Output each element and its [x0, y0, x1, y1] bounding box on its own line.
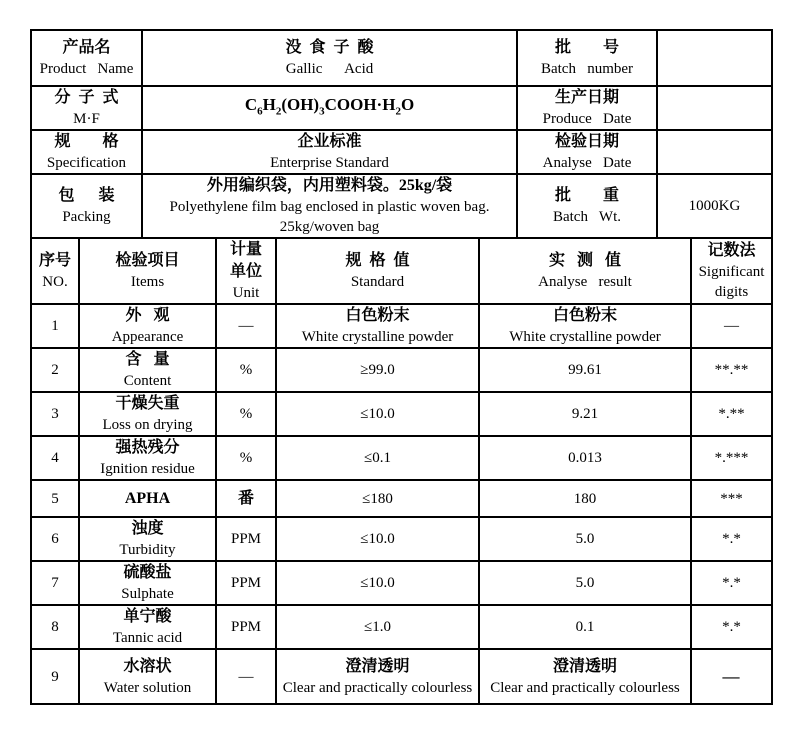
row2-result: 99.61 [479, 348, 691, 392]
header-no-zh: 序号 [38, 252, 71, 269]
header-sig-en2: digits [714, 284, 749, 300]
certificate-sheet [30, 29, 773, 705]
analyse-date-label-en: Analyse Date [542, 155, 632, 171]
analysis-header-row [31, 238, 772, 304]
row5-no: 5 [31, 480, 79, 517]
row-specification [31, 130, 772, 174]
produce-date-value-cell [657, 86, 772, 130]
analyse-date-label-zh: 检验日期 [554, 133, 619, 150]
specification-value-zh: 企业标准 [297, 133, 362, 150]
product-name-label-zh: 产品名 [62, 39, 111, 56]
row2-item: 含 量 Content [79, 348, 216, 392]
batch-number-label-cell [517, 30, 657, 86]
row5-item: APHA [79, 480, 216, 517]
table-row-3 [31, 392, 772, 436]
header-unit-zh2: 单位 [229, 263, 262, 280]
row1-sig: — [691, 304, 772, 348]
header-standard-cell [276, 238, 479, 304]
mf-value-cell [142, 86, 517, 130]
product-name-label-cell [31, 30, 142, 86]
batch-number-label-en: Batch number [540, 61, 634, 77]
row4-item: 强热残分 Ignition residue [79, 436, 216, 480]
header-items-zh: 检验项目 [115, 252, 180, 269]
packing-value-cell [142, 174, 517, 238]
row1-standard: 白色粉末 White crystalline powder [276, 304, 479, 348]
header-standard-zh: 规 格 值 [345, 252, 410, 269]
header-items-cell [79, 238, 216, 304]
specification-label-zh: 规 格 [54, 133, 119, 150]
header-sig-cell [691, 238, 772, 304]
batch-wt-label-cell [517, 174, 657, 238]
header-items-en: Items [130, 274, 165, 290]
row5-result: 180 [479, 480, 691, 517]
mf-label-cell [31, 86, 142, 130]
row6-unit: PPM [216, 517, 276, 561]
header-result-zh: 实 测 值 [548, 252, 621, 269]
table-row-9 [31, 649, 772, 704]
header-no-en: NO. [42, 274, 68, 290]
batch-wt-label-zh: 批 重 [554, 187, 619, 204]
table-row-4 [31, 436, 772, 480]
specification-label-en: Specification [46, 155, 127, 171]
table-row-7 [31, 561, 772, 605]
row6-standard: ≤10.0 [276, 517, 479, 561]
row8-unit: PPM [216, 605, 276, 649]
row7-standard: ≤10.0 [276, 561, 479, 605]
row6-result: 5.0 [479, 517, 691, 561]
table-row-6 [31, 517, 772, 561]
row7-result: 5.0 [479, 561, 691, 605]
header-unit-zh1: 计量 [229, 241, 262, 258]
row2-standard: ≥99.0 [276, 348, 479, 392]
header-unit-cell [216, 238, 276, 304]
specification-value-en: Enterprise Standard [270, 155, 389, 171]
packing-label-cell [31, 174, 142, 238]
packing-value-zh: 外用编织袋，内用塑料袋。25kg/袋 [206, 177, 453, 194]
row8-result: 0.1 [479, 605, 691, 649]
row-molecular-formula [31, 86, 772, 130]
product-info-table [30, 29, 773, 239]
packing-value-en1: Polyethylene film bag enclosed in plastic woven bag. [169, 199, 490, 215]
header-result-en: Analyse result [538, 274, 632, 290]
row8-sig: *.* [691, 605, 772, 649]
header-unit-en: Unit [232, 285, 260, 301]
header-sig-zh: 记数法 [707, 242, 756, 259]
row1-unit: — [216, 304, 276, 348]
analyse-date-label-cell [517, 130, 657, 174]
row9-unit: — [216, 649, 276, 704]
row8-standard: ≤1.0 [276, 605, 479, 649]
row5-standard: ≤180 [276, 480, 479, 517]
table-row-5 [31, 480, 772, 517]
produce-date-label-cell [517, 86, 657, 130]
row6-item: 浊度 Turbidity [79, 517, 216, 561]
row1-item: 外 观 Appearance [79, 304, 216, 348]
row9-no: 9 [31, 649, 79, 704]
row3-result: 9.21 [479, 392, 691, 436]
header-sig-en1: Significant [698, 264, 765, 280]
batch-wt-label-en: Batch Wt. [552, 209, 622, 225]
row9-standard: 澄清透明 Clear and practically colourless [276, 649, 479, 704]
header-standard-en: Standard [350, 274, 405, 290]
mf-label-en: M·F [73, 111, 100, 127]
batch-wt-value: 1000KG [688, 198, 741, 214]
row9-sig: — [691, 649, 772, 704]
row7-no: 7 [31, 561, 79, 605]
row6-sig: *.* [691, 517, 772, 561]
produce-date-label-zh: 生产日期 [554, 89, 619, 106]
row1-result: 白色粉末 White crystalline powder [479, 304, 691, 348]
row3-standard: ≤10.0 [276, 392, 479, 436]
specification-label-cell [31, 130, 142, 174]
row7-unit: PPM [216, 561, 276, 605]
row2-unit: % [216, 348, 276, 392]
row3-unit: % [216, 392, 276, 436]
row4-unit: % [216, 436, 276, 480]
table-row-8 [31, 605, 772, 649]
row4-standard: ≤0.1 [276, 436, 479, 480]
batch-number-value-cell [657, 30, 772, 86]
row4-no: 4 [31, 436, 79, 480]
product-name-value-zh: 没 食 子 酸 [285, 39, 374, 56]
product-name-value-en: Gallic Acid [285, 61, 374, 77]
table-row-1 [31, 304, 772, 348]
table-row-2 [31, 348, 772, 392]
packing-label-zh: 包 装 [58, 187, 115, 204]
analysis-table [30, 237, 773, 705]
row2-sig: **.** [691, 348, 772, 392]
batch-number-label-zh: 批 号 [554, 39, 619, 56]
produce-date-label-en: Produce Date [542, 111, 632, 127]
mf-label-zh: 分 子 式 [54, 89, 119, 106]
row4-sig: *.*** [691, 436, 772, 480]
row9-item: 水溶状 Water solution [79, 649, 216, 704]
specification-value-cell [142, 130, 517, 174]
row1-no: 1 [31, 304, 79, 348]
row6-no: 6 [31, 517, 79, 561]
product-name-value-cell [142, 30, 517, 86]
row2-no: 2 [31, 348, 79, 392]
row3-item: 干燥失重 Loss on drying [79, 392, 216, 436]
row8-no: 8 [31, 605, 79, 649]
row7-sig: *.* [691, 561, 772, 605]
row5-unit: 番 [216, 480, 276, 517]
row4-result: 0.013 [479, 436, 691, 480]
row-product-name [31, 30, 772, 86]
row9-result: 澄清透明 Clear and practically colourless [479, 649, 691, 704]
packing-label-en: Packing [62, 209, 111, 225]
row7-item: 硫酸盐 Sulphate [79, 561, 216, 605]
row3-no: 3 [31, 392, 79, 436]
row5-sig: *** [691, 480, 772, 517]
batch-wt-value-cell [657, 174, 772, 238]
molecular-formula: $C_6H_2(OH)_3COOH\cdot H_2O$ [244, 94, 415, 118]
product-name-label-en: Product Name [39, 61, 134, 77]
header-result-cell [479, 238, 691, 304]
row8-item: 单宁酸 Tannic acid [79, 605, 216, 649]
row3-sig: *.** [691, 392, 772, 436]
header-no-cell [31, 238, 79, 304]
row-packing [31, 174, 772, 238]
analyse-date-value-cell [657, 130, 772, 174]
packing-value-en2: 25kg/woven bag [279, 219, 380, 235]
